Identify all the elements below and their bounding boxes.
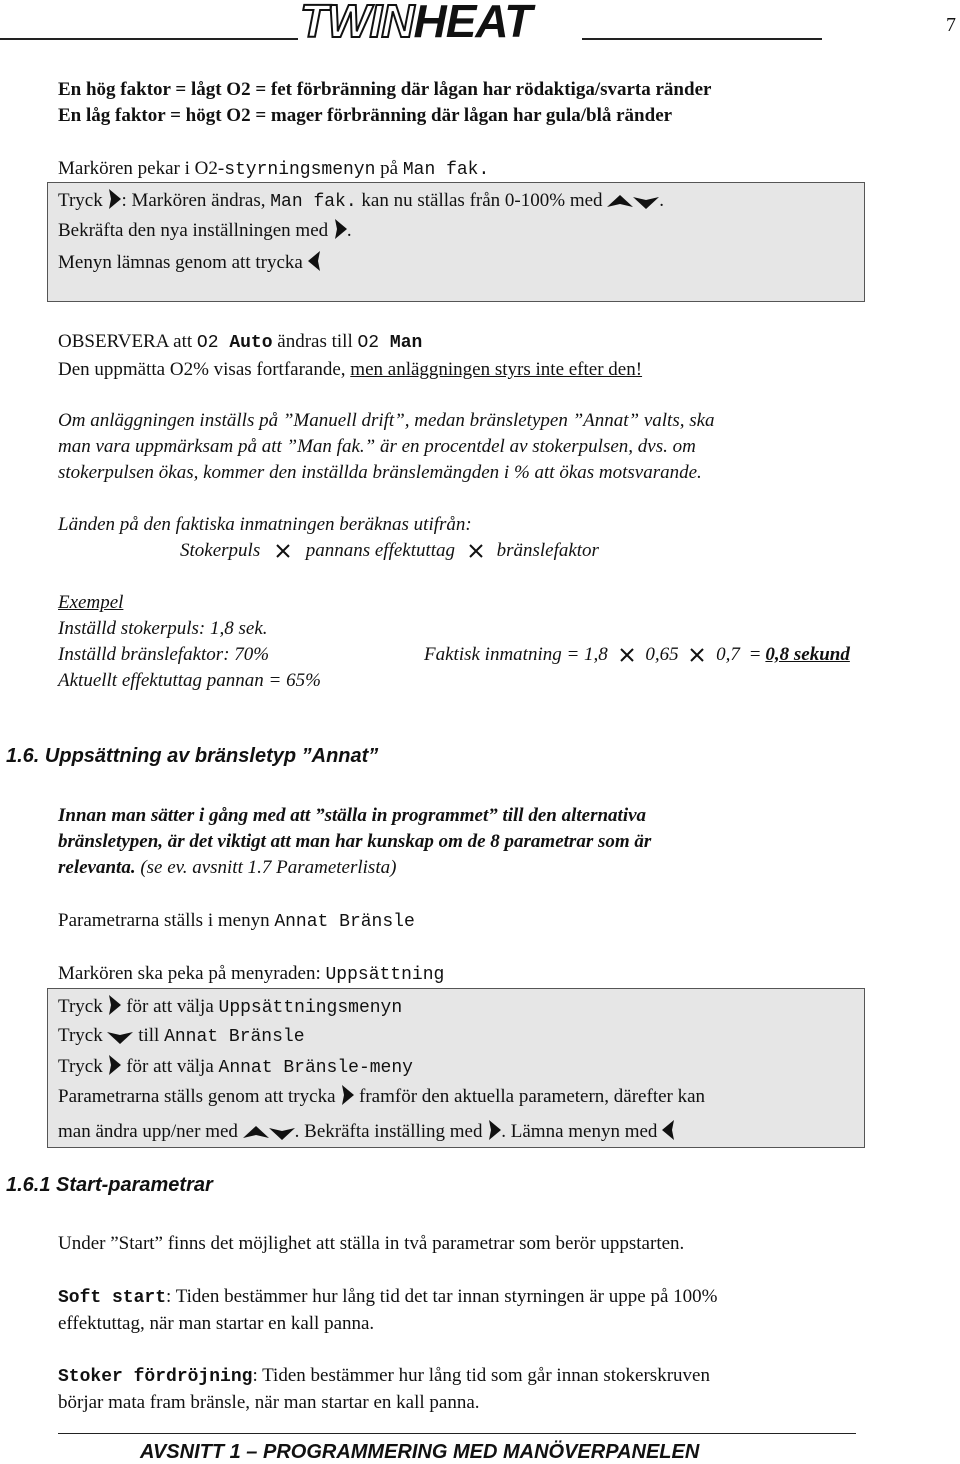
- arrow-right-icon: [107, 189, 121, 209]
- text: : Tiden bestämmer hur lång tid som går innan stokerskruven: [252, 1365, 710, 1386]
- formula: [180, 540, 599, 562]
- header-rule-left: [0, 38, 298, 40]
- arrow-right-icon: [107, 1055, 121, 1075]
- text: : Tiden bestämmer hur lång tid det tar innan styrningen är uppe på 100%: [166, 1286, 718, 1307]
- text: på: [375, 158, 403, 179]
- box2-line-3: [58, 1055, 413, 1078]
- bold-line-2: bränsletypen, är det viktigt att man har kunskap om de 8 parametrar som är: [58, 831, 652, 852]
- box1-line-1: [58, 189, 664, 212]
- example-line-2: Inställd bränslefaktor: 70%: [58, 644, 270, 665]
- logo-twin: TWIN: [300, 0, 414, 47]
- multiply-icon: [687, 647, 707, 663]
- header-rule-right: [582, 38, 822, 40]
- params-line: [58, 910, 415, 932]
- text: . Bekräfta inställing med: [294, 1121, 488, 1142]
- menu-name: Man fak.: [270, 192, 357, 212]
- multiply-icon: [466, 543, 486, 559]
- text: OBSERVERA att: [58, 331, 197, 352]
- arrow-left-icon: [308, 251, 322, 271]
- cursor-line-2: [58, 963, 444, 985]
- calc-term: 0,65: [645, 644, 679, 665]
- text: Tryck: [58, 996, 108, 1017]
- italic-line-2: man vara uppmärksam på att ”Man fak.” är en procentdel av stokerpulsen, dvs. om: [58, 436, 696, 457]
- term: Stokerpuls: [180, 540, 261, 561]
- soft-start-line-2: effektuttag, när man startar en kall panna.: [58, 1313, 375, 1334]
- example-line-3: Aktuellt effektuttag pannan = 65%: [58, 670, 321, 691]
- arrow-down-icon: [107, 1030, 133, 1044]
- example-line-1: Inställd stokerpuls: 1,8 sek.: [58, 618, 268, 639]
- term: pannans effektuttag: [305, 540, 456, 561]
- logo: [300, 0, 580, 47]
- intro-line-1: En hög faktor = lågt O2 = fet förbränning där lågan har rödaktiga/svarta ränder: [58, 79, 712, 100]
- start-intro: Under ”Start” finns det möjlighet att ställa in två parametrar som berör uppstarten.: [58, 1233, 685, 1254]
- text: (se ev. avsnitt 1.7 Parameterlista): [135, 857, 397, 878]
- menu-name: Annat Bränsle-meny: [218, 1058, 413, 1078]
- text: Tryck: [58, 1056, 108, 1077]
- text: Tryck: [58, 190, 108, 211]
- text: till: [133, 1025, 165, 1046]
- soft-start-line-1: [58, 1286, 717, 1308]
- footer-rule: [58, 1433, 856, 1434]
- italic-line-1: Om anläggningen inställs på ”Manuell drift”, medan bränsletypen ”Annat” valts, ska: [58, 410, 715, 431]
- equals: =: [748, 644, 762, 665]
- box1-line-2: [58, 219, 352, 242]
- text: framför den aktuella parametern, därefter kan: [354, 1086, 706, 1107]
- italic-line-3: stokerpulsen ökas, kommer den inställda bränslemängden i % att ökas motsvarande.: [58, 462, 702, 483]
- text: man ändra upp/ner med: [58, 1121, 243, 1142]
- underlined-warning: men anläggningen styrs inte efter den!: [350, 359, 643, 380]
- text: : Markören ändras,: [121, 190, 271, 211]
- menu-name: Uppsättning: [325, 965, 445, 985]
- section-heading-1-6-1: 1.6.1 Start-parametrar: [6, 1174, 213, 1196]
- page-number: 7: [946, 14, 956, 36]
- arrow-left-icon: [662, 1120, 676, 1140]
- menu-name: Annat Bränsle: [164, 1027, 305, 1047]
- text: Parametrarna ställs i menyn: [58, 910, 275, 931]
- intro-line-2: En låg faktor = högt O2 = mager förbränning där lågan har gula/blå ränder: [58, 105, 673, 126]
- example-title: Exempel: [58, 592, 124, 613]
- box2-line-2: [58, 1025, 305, 1047]
- arrow-right-icon: [107, 995, 121, 1015]
- formula-intro: Länden på den faktiska inmatningen beräknas utifrån:: [58, 514, 472, 535]
- menu-name: Annat Bränsle: [274, 912, 415, 932]
- arrow-up-icon: [607, 195, 633, 209]
- arrow-right-icon: [340, 1085, 354, 1105]
- stoker-line-1: [58, 1365, 710, 1387]
- arrow-down-icon: [269, 1126, 295, 1140]
- example-calc: [424, 644, 850, 666]
- box1-line-3: [58, 251, 322, 274]
- text: Den uppmätta O2% visas fortfarande,: [58, 359, 351, 380]
- logo-heat: HEAT: [413, 0, 532, 47]
- arrow-right-icon: [487, 1120, 501, 1140]
- arrow-down-icon: [633, 195, 659, 209]
- text: . Lämna menyn med: [501, 1121, 663, 1142]
- text: kan nu ställas från 0-100% med: [356, 190, 608, 211]
- text: Parametrarna ställs genom att trycka: [58, 1086, 341, 1107]
- text: Markören ska peka på menyraden:: [58, 963, 326, 984]
- cursor-line: [58, 158, 489, 180]
- calc-term: 0,7: [716, 644, 740, 665]
- multiply-icon: [617, 647, 637, 663]
- text: .: [659, 190, 665, 211]
- auto-label: Auto: [229, 333, 273, 353]
- calc-term: Faktisk inmatning = 1,8: [424, 644, 608, 665]
- man-label: Man: [389, 333, 423, 353]
- bold-line-1: Innan man sätter i gång med att ”ställa in programmet” till den alternativa: [58, 805, 647, 826]
- menu-name: styrningsmenyn: [224, 160, 376, 180]
- text: Markören pekar i O2-: [58, 158, 225, 179]
- calc-result: 0,8 sekund: [765, 644, 850, 665]
- text: Tryck: [58, 1025, 108, 1046]
- observe-line-1: [58, 331, 422, 353]
- text: för att välja: [121, 996, 219, 1017]
- text: ändras till: [272, 331, 358, 352]
- multiply-icon: [273, 543, 293, 559]
- arrow-up-icon: [243, 1126, 269, 1140]
- menu-name: Uppsättningsmenyn: [218, 998, 403, 1018]
- o2-label: O2: [196, 333, 219, 353]
- param-name: Soft start: [58, 1288, 167, 1308]
- arrow-right-icon: [333, 219, 347, 239]
- section-heading-1-6: 1.6. Uppsättning av bränsletyp ”Annat”: [6, 745, 379, 767]
- box2-line-1: [58, 995, 402, 1018]
- box2-line-4: [58, 1085, 705, 1108]
- text: relevanta.: [58, 857, 136, 878]
- footer-text: AVSNITT 1 – PROGRAMMERING MED MANÖVERPANELEN: [140, 1441, 700, 1463]
- bold-line-3: [58, 857, 396, 879]
- term: bränslefaktor: [496, 540, 599, 561]
- observe-line-2: [58, 359, 642, 381]
- text: Menyn lämnas genom att trycka: [58, 252, 308, 273]
- param-name: Stoker fördröjning: [58, 1367, 253, 1387]
- menu-name: Man fak.: [402, 160, 490, 180]
- text: .: [346, 220, 352, 241]
- text: för att välja: [121, 1056, 219, 1077]
- o2-label: O2: [357, 333, 380, 353]
- stoker-line-2: börjar mata fram bränsle, när man startar en kall panna.: [58, 1392, 480, 1413]
- text: Bekräfta den nya inställningen med: [58, 220, 333, 241]
- box2-line-5: [58, 1120, 676, 1143]
